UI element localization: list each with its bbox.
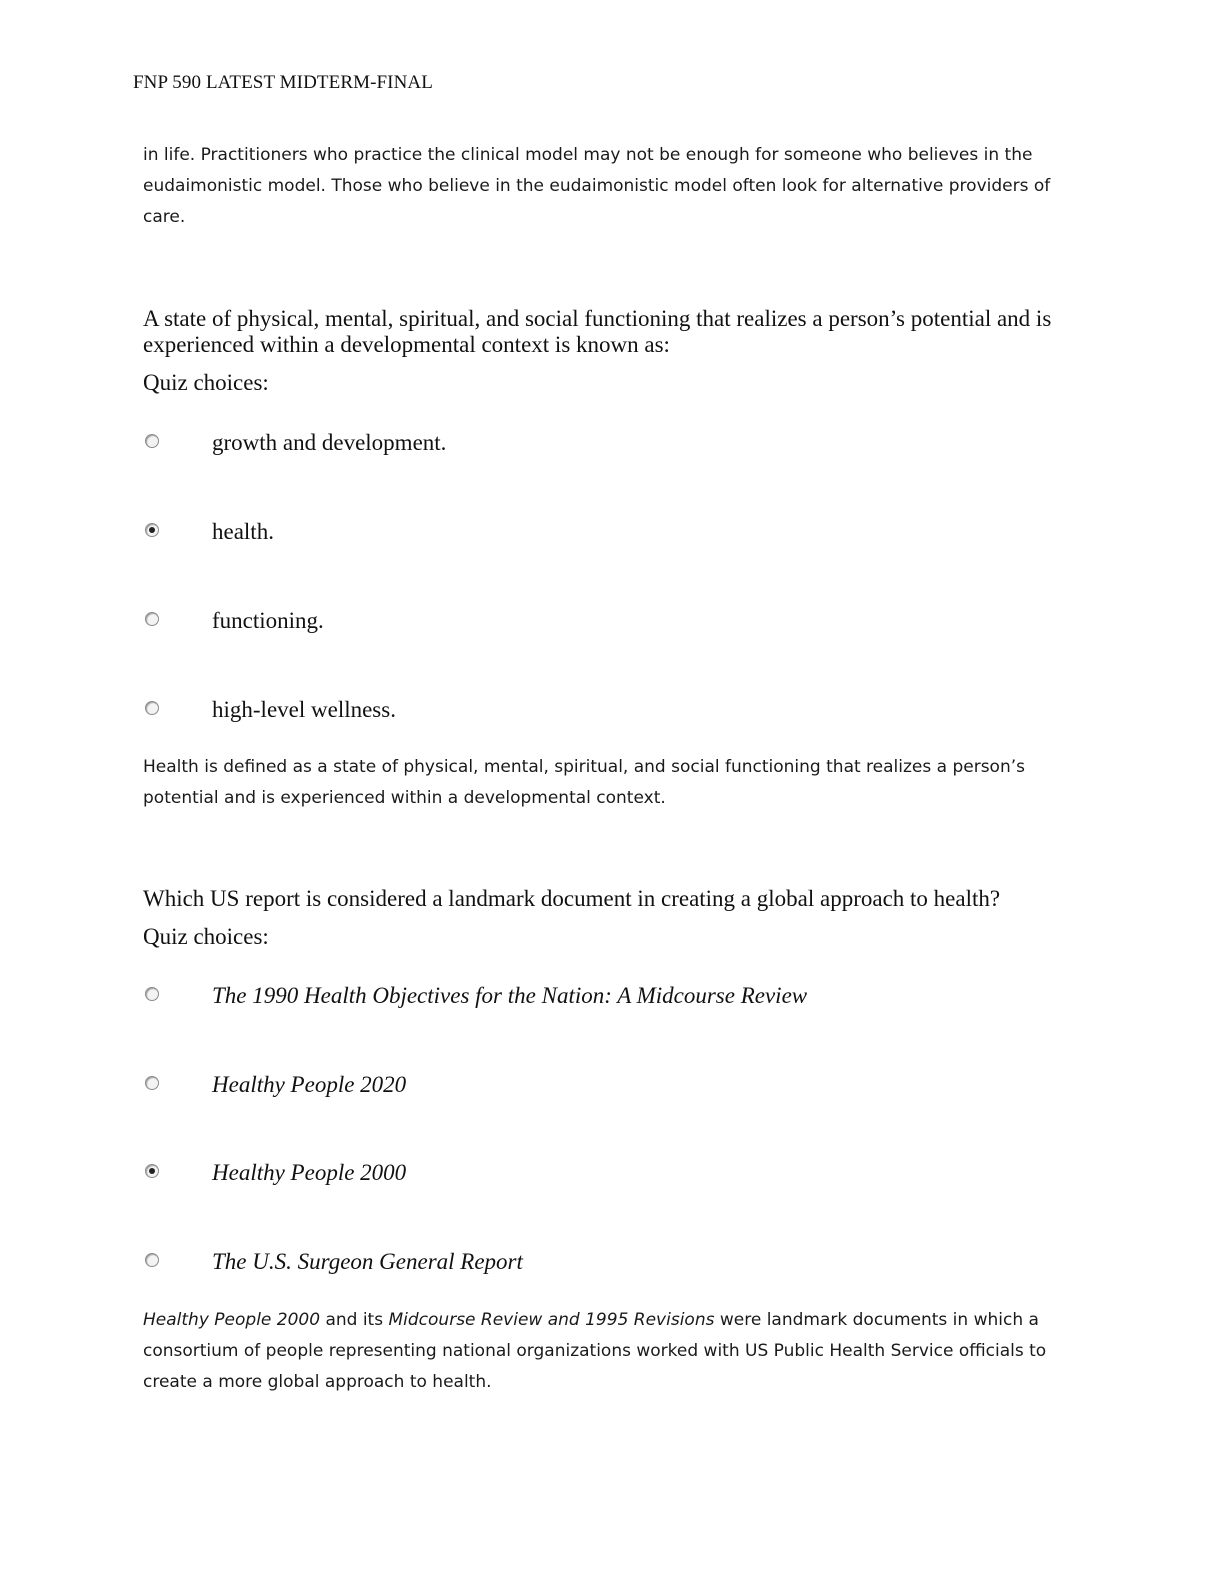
- q2-choice-4[interactable]: [145, 1247, 523, 1277]
- radio-icon[interactable]: [145, 701, 159, 715]
- q2-choice-2[interactable]: [145, 1070, 407, 1100]
- q2-choice-1[interactable]: [145, 981, 808, 1011]
- question-1-choices-label: Quiz choices:: [143, 370, 269, 395]
- q1-choice-2-label: health.: [212, 519, 274, 544]
- q2-choice-1-label: The 1990 Health Objectives for the Nation: A Midcourse Review: [212, 983, 808, 1008]
- q1-choice-2[interactable]: [145, 517, 274, 547]
- radio-icon[interactable]: [145, 987, 159, 1001]
- q1-choice-3[interactable]: [145, 606, 324, 636]
- radio-selected-icon[interactable]: [145, 523, 159, 537]
- explanation-title-2: Midcourse Review and 1995 Revisions: [388, 1310, 715, 1330]
- explanation-text-1: and its: [320, 1310, 389, 1330]
- radio-icon[interactable]: [145, 612, 159, 626]
- q1-choice-3-label: functioning.: [212, 608, 324, 633]
- radio-icon[interactable]: [145, 434, 159, 448]
- q2-choice-2-label: Healthy People 2020: [212, 1072, 407, 1097]
- question-2-explanation: [143, 1305, 1078, 1398]
- page-header: FNP 590 LATEST MIDTERM-FINAL: [133, 72, 433, 93]
- q1-choice-1-label: growth and development.: [212, 430, 447, 455]
- q2-choice-4-label: The U.S. Surgeon General Report: [212, 1249, 523, 1274]
- question-1-explanation: Health is defined as a state of physical, mental, spiritual, and social functioning that realizes a person’s potential and is experienced within a developmental context.: [143, 757, 1025, 808]
- explanation-title-1: Healthy People 2000: [143, 1310, 321, 1330]
- question-2-text: Which US report is considered a landmark document in creating a global approach to health?: [143, 886, 1001, 911]
- q2-choice-3[interactable]: [145, 1158, 407, 1188]
- radio-icon[interactable]: [145, 1253, 159, 1267]
- q1-choice-4-label: high-level wellness.: [212, 697, 396, 722]
- q1-choice-4[interactable]: [145, 695, 396, 725]
- radio-icon[interactable]: [145, 1076, 159, 1090]
- q2-choice-3-label: Healthy People 2000: [212, 1160, 407, 1185]
- q1-choice-1[interactable]: [145, 428, 447, 458]
- question-2-choices-label: Quiz choices:: [143, 924, 269, 949]
- question-1-text: A state of physical, mental, spiritual, and social functioning that realizes a person’s potential and is experienced within a developmental context is known as:: [143, 306, 1052, 357]
- radio-selected-icon[interactable]: [145, 1164, 159, 1178]
- intro-paragraph: in life. Practitioners who practice the clinical model may not be enough for someone who believes in the eudaimonistic model. Those who believe in the eudaimonistic model often look for alternative providers of care.: [143, 145, 1051, 227]
- explanation-text-2: were landmark documents in which a consortium of people representing national organizations worked with US Public Health Service officials to create a more global approach to health.: [143, 1310, 1047, 1392]
